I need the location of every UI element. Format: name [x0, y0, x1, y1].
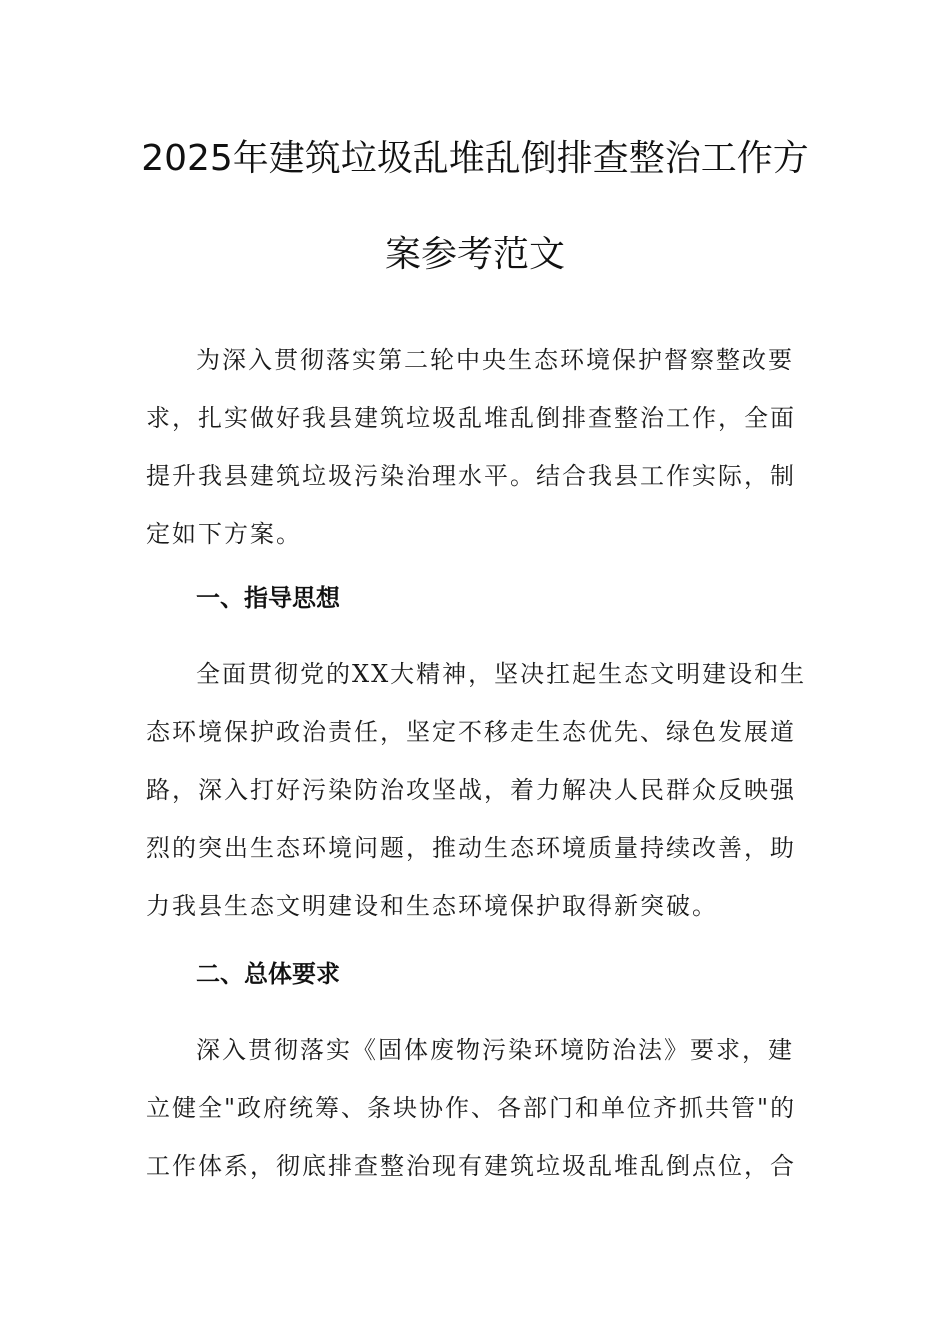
section2-paragraph-line: 深入贯彻落实《固体废物污染环境防治法》要求，建: [196, 1036, 794, 1064]
section1-paragraph-line: 态环境保护政治责任，坚定不移走生态优先、绿色发展道: [146, 718, 796, 746]
section1-paragraph-line: 力我县生态文明建设和生态环境保护取得新突破。: [146, 892, 718, 920]
section-heading-overall-requirements: 二、总体要求: [196, 960, 340, 988]
section1-paragraph-line: 烈的突出生态环境问题，推动生态环境质量持续改善，助: [146, 834, 796, 862]
intro-paragraph-line: 提升我县建筑垃圾污染治理水平。结合我县工作实际，制: [146, 462, 796, 490]
document-title-line-2: 案参考范文: [384, 234, 565, 275]
intro-paragraph-line: 为深入贯彻落实第二轮中央生态环境保护督察整改要: [196, 346, 794, 374]
section2-paragraph-line: 工作体系，彻底排查整治现有建筑垃圾乱堆乱倒点位，合: [146, 1152, 796, 1180]
intro-paragraph-line: 求，扎实做好我县建筑垃圾乱堆乱倒排查整治工作，全面: [146, 404, 796, 432]
section-heading-guiding-ideology: 一、指导思想: [196, 584, 340, 612]
section1-paragraph-line: 全面贯彻党的XX大精神，坚决扛起生态文明建设和生: [196, 660, 807, 688]
intro-paragraph-line: 定如下方案。: [146, 520, 302, 548]
document-title-line-1: 2025年建筑垃圾乱堆乱倒排查整治工作方: [141, 138, 809, 179]
section2-paragraph-line: 立健全"政府统筹、条块协作、各部门和单位齐抓共管"的: [146, 1094, 797, 1122]
section1-paragraph-line: 路，深入打好污染防治攻坚战，着力解决人民群众反映强: [146, 776, 796, 804]
